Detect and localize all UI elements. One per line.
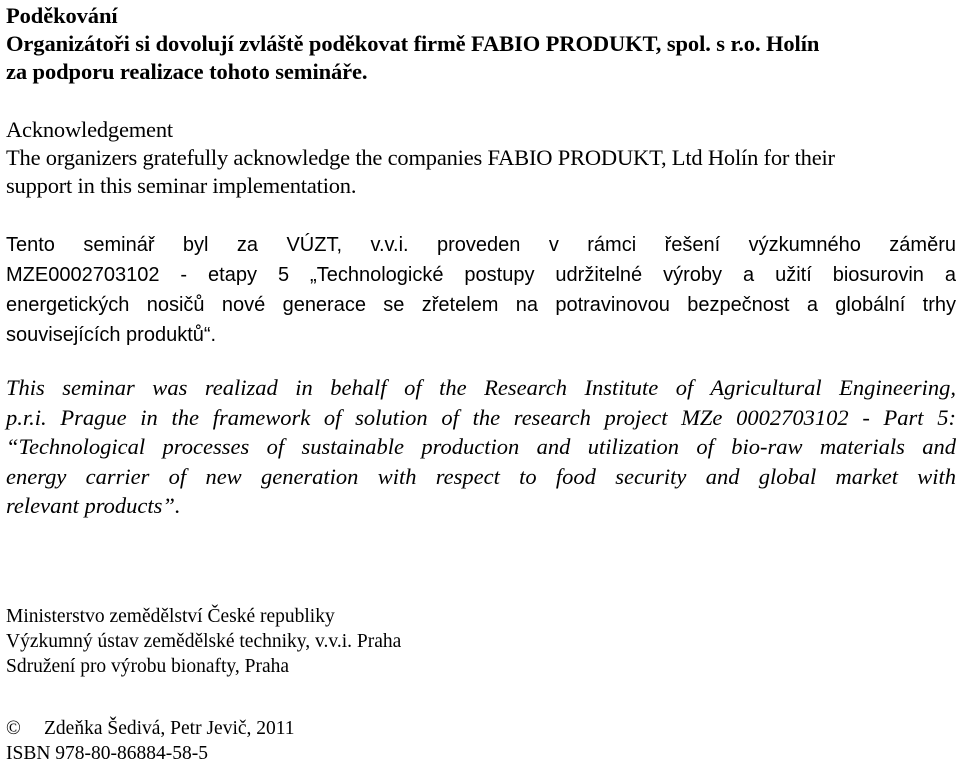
seminar-cz-line: souvisejících produktů“.: [6, 324, 217, 346]
seminar-cz-paragraph: [6, 230, 956, 350]
seminar-en-line: p.r.i. Prague in the framework of solution of the research project MZe 0002703102 - Part 5:: [6, 404, 956, 430]
acknowledgement-en-line: The organizers gratefully acknowledge the companies FABIO PRODUKT, Ltd Holín for their: [6, 145, 835, 170]
seminar-cz-line: energetických nosičů nové generace se zřetelem na potravinovou bezpečnost a globální trhy: [6, 294, 956, 316]
seminar-cz-line: Tento seminář byl za VÚZT, v.v.i. proveden v rámci řešení výzkumného záměru: [6, 234, 956, 256]
publisher-name: Výzkumný ústav zemědělské techniky, v.v.i. Praha: [6, 631, 402, 652]
seminar-en-line: energy carrier of new generation with respect to food security and global market with: [6, 463, 956, 489]
seminar-en-paragraph: [6, 373, 956, 521]
acknowledgement-cz: [6, 2, 956, 86]
copyright-block: [6, 716, 956, 766]
acknowledgement-en: [6, 116, 956, 200]
acknowledgement-en-line: support in this seminar implementation.: [6, 173, 357, 198]
publisher-name: Ministerstvo zemědělství České republiky: [6, 606, 335, 627]
copyright-authors: Zdeňka Šedivá, Petr Jevič, 2011: [44, 718, 295, 739]
seminar-en-line: relevant products”.: [6, 493, 181, 518]
acknowledgement-cz-line: Organizátoři si dovolují zvláště poděkovat firmě FABIO PRODUKT, spol. s r.o. Holín: [6, 31, 820, 56]
acknowledgement-cz-title: Poděkování: [6, 3, 118, 28]
seminar-cz-line: MZE0002703102 - etapy 5 „Technologické postupy udržitelné výroby a užití biosurovin a: [6, 264, 956, 286]
acknowledgement-cz-line: za podporu realizace tohoto semináře.: [6, 59, 368, 84]
seminar-en-line: This seminar was realizad in behalf of the Research Institute of Agricultural Engineering,: [6, 375, 956, 400]
acknowledgement-en-title: Acknowledgement: [6, 117, 173, 142]
copyright-line: [6, 716, 956, 741]
copyright-icon: ©: [6, 718, 21, 739]
seminar-en-line: “Technological processes of sustainable production and utilization of bio-raw materials and: [6, 434, 956, 459]
publishers-list: [6, 604, 956, 679]
publisher-name: Sdružení pro výrobu bionafty, Praha: [6, 656, 290, 677]
isbn: ISBN 978-80-86884-58-5: [6, 743, 209, 764]
